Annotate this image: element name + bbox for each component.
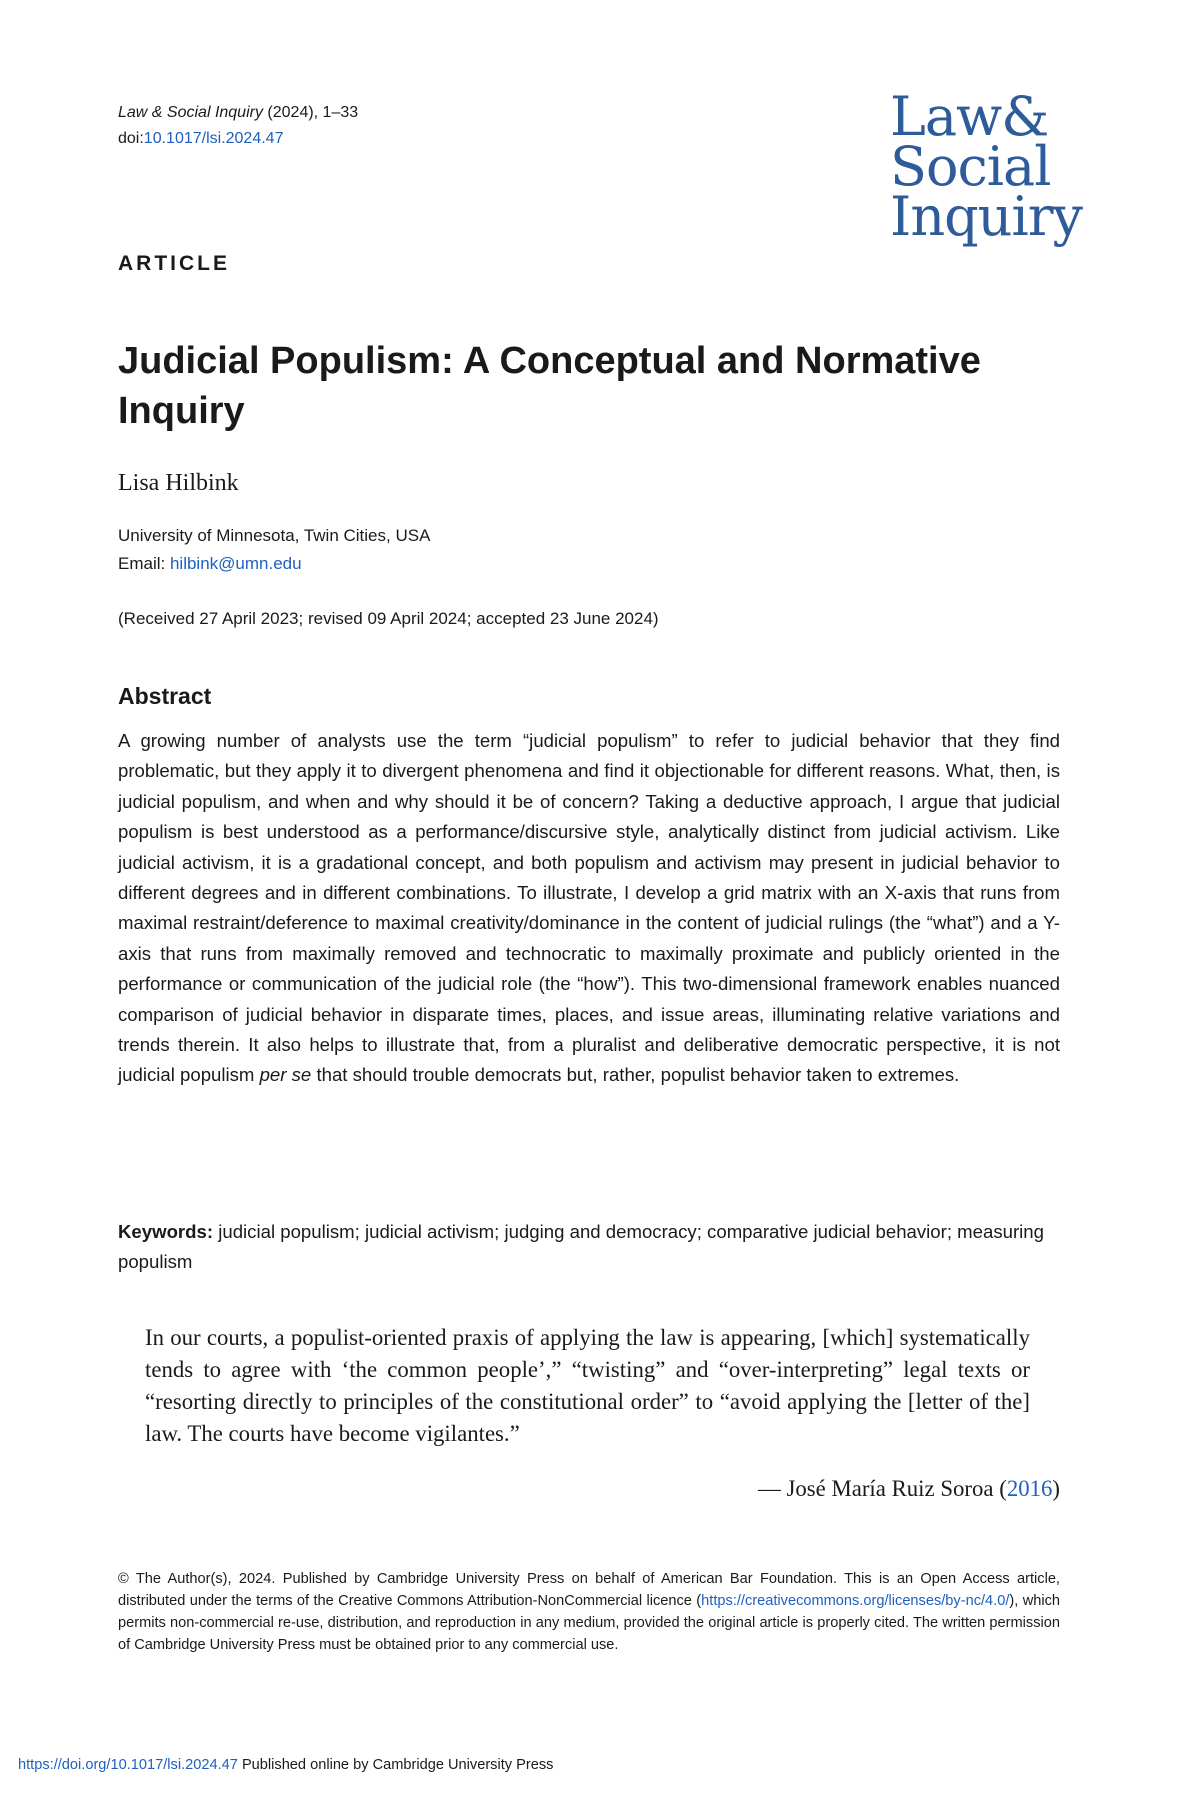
page-footer: [18, 1755, 553, 1775]
doi-prefix: doi:: [118, 130, 144, 147]
doi-link[interactable]: 10.1017/lsi.2024.47: [143, 130, 284, 147]
epigraph-citation-link[interactable]: 2016: [1006, 1476, 1053, 1501]
abstract-text-part-1: A growing number of analysts use the term “judicial populism” to refer to judicial behavior that they find problematic, but they apply it to divergent phenomena and find it objectionable for different reasons. What, then, is judicial populism, and when and why should it be of concern? Taking a deductive approach, I argue that judicial populism is best understood as a performance/discursive style, analytically distinct from judicial activism. Like judicial activism, it is a gradational concept, and both populism and activism may present in judicial behavior to different degrees and in different combinations. To illustrate, I develop a grid matrix with an X-axis that runs from maximal restraint/deference to maximal creativity/dominance in the content of judicial rulings (the “what”) and a Y-axis that runs from maximally removed and technocratic to maximally proximate and publicly oriented in the performance or communication of the judicial role (the “how”). This two-dimensional framework enables nuanced comparison of judicial behavior in disparate times, places, and issue areas, illuminating relative variations and trends therein. It also helps to illustrate that, from a pluralist and deliberative democratic perspective, it is not judicial populism: [118, 730, 1060, 1086]
license-text-part-1: © The Author(s), 2024. Published by Cambridge University Press on behalf of American Bar Foundation. This is an Open Access article, distributed under the terms of the Creative Commons Attribution-NonCommercial licence (: [118, 1571, 1060, 1609]
epigraph-quote: In our courts, a populist-oriented praxis of applying the law is appearing, [which] systematically tends to agree with ‘the common people’,” “twisting” and “over-interpreting” legal texts or “resorting directly to principles of the constitutional order” to “avoid applying the [letter of the] law. The courts have become vigilantes.”: [145, 1325, 1030, 1446]
keywords-list: judicial populism; judicial activism; judging and democracy; comparative judicial behavior; measuring populism: [118, 1221, 1044, 1272]
article-title: Judicial Populism: A Conceptual and Normative Inquiry: [118, 340, 981, 432]
journal-citation: [118, 100, 358, 126]
email-line: [118, 550, 302, 578]
keywords: [118, 1217, 1060, 1277]
email-label: Email:: [118, 554, 170, 573]
running-head: [118, 100, 358, 152]
author-affiliation: University of Minnesota, Twin Cities, USA: [118, 526, 431, 545]
footer-doi-link[interactable]: https://doi.org/10.1017/lsi.2024.47: [18, 1757, 238, 1773]
epigraph-close-paren: ): [1052, 1476, 1060, 1501]
citation-pages: (2024), 1–33: [262, 104, 359, 121]
epigraph-attribution: [758, 1473, 1060, 1505]
logo-line-1: Law&: [890, 85, 1049, 148]
abstract-text: [118, 726, 1060, 1091]
author-name: Lisa Hilbink: [118, 470, 239, 496]
epigraph-author: — José María Ruiz Soroa (: [757, 1476, 1007, 1501]
keywords-label: Keywords:: [118, 1221, 214, 1242]
email-link[interactable]: hilbink@umn.edu: [169, 554, 302, 573]
footer-text: Published online by Cambridge University Press: [237, 1757, 554, 1773]
journal-logo: [890, 85, 1083, 248]
license-link[interactable]: https://creativecommons.org/licenses/by-nc/4.0/: [701, 1593, 1010, 1609]
logo-line-2: Social: [890, 135, 1051, 198]
article-type-label: ARTICLE: [118, 252, 230, 275]
abstract-text-part-2: that should trouble democrats but, rather, populist behavior taken to extremes.: [311, 1064, 960, 1086]
journal-name: Law & Social Inquiry: [118, 104, 263, 121]
abstract-italic-term: per se: [259, 1064, 312, 1086]
license-statement: [118, 1568, 1060, 1656]
doi-line: [118, 126, 358, 152]
license-text-part-2: ), which permits non-commercial re-use, distribution, and reproduction in any medium, provided the original article is properly cited. The written permission of Cambridge University Press must be obtained prior to any commercial use.: [118, 1593, 1061, 1653]
logo-line-3: Inquiry: [890, 185, 1083, 248]
abstract-heading: Abstract: [118, 683, 212, 709]
submission-history: (Received 27 April 2023; revised 09 April 2024; accepted 23 June 2024): [118, 609, 659, 628]
